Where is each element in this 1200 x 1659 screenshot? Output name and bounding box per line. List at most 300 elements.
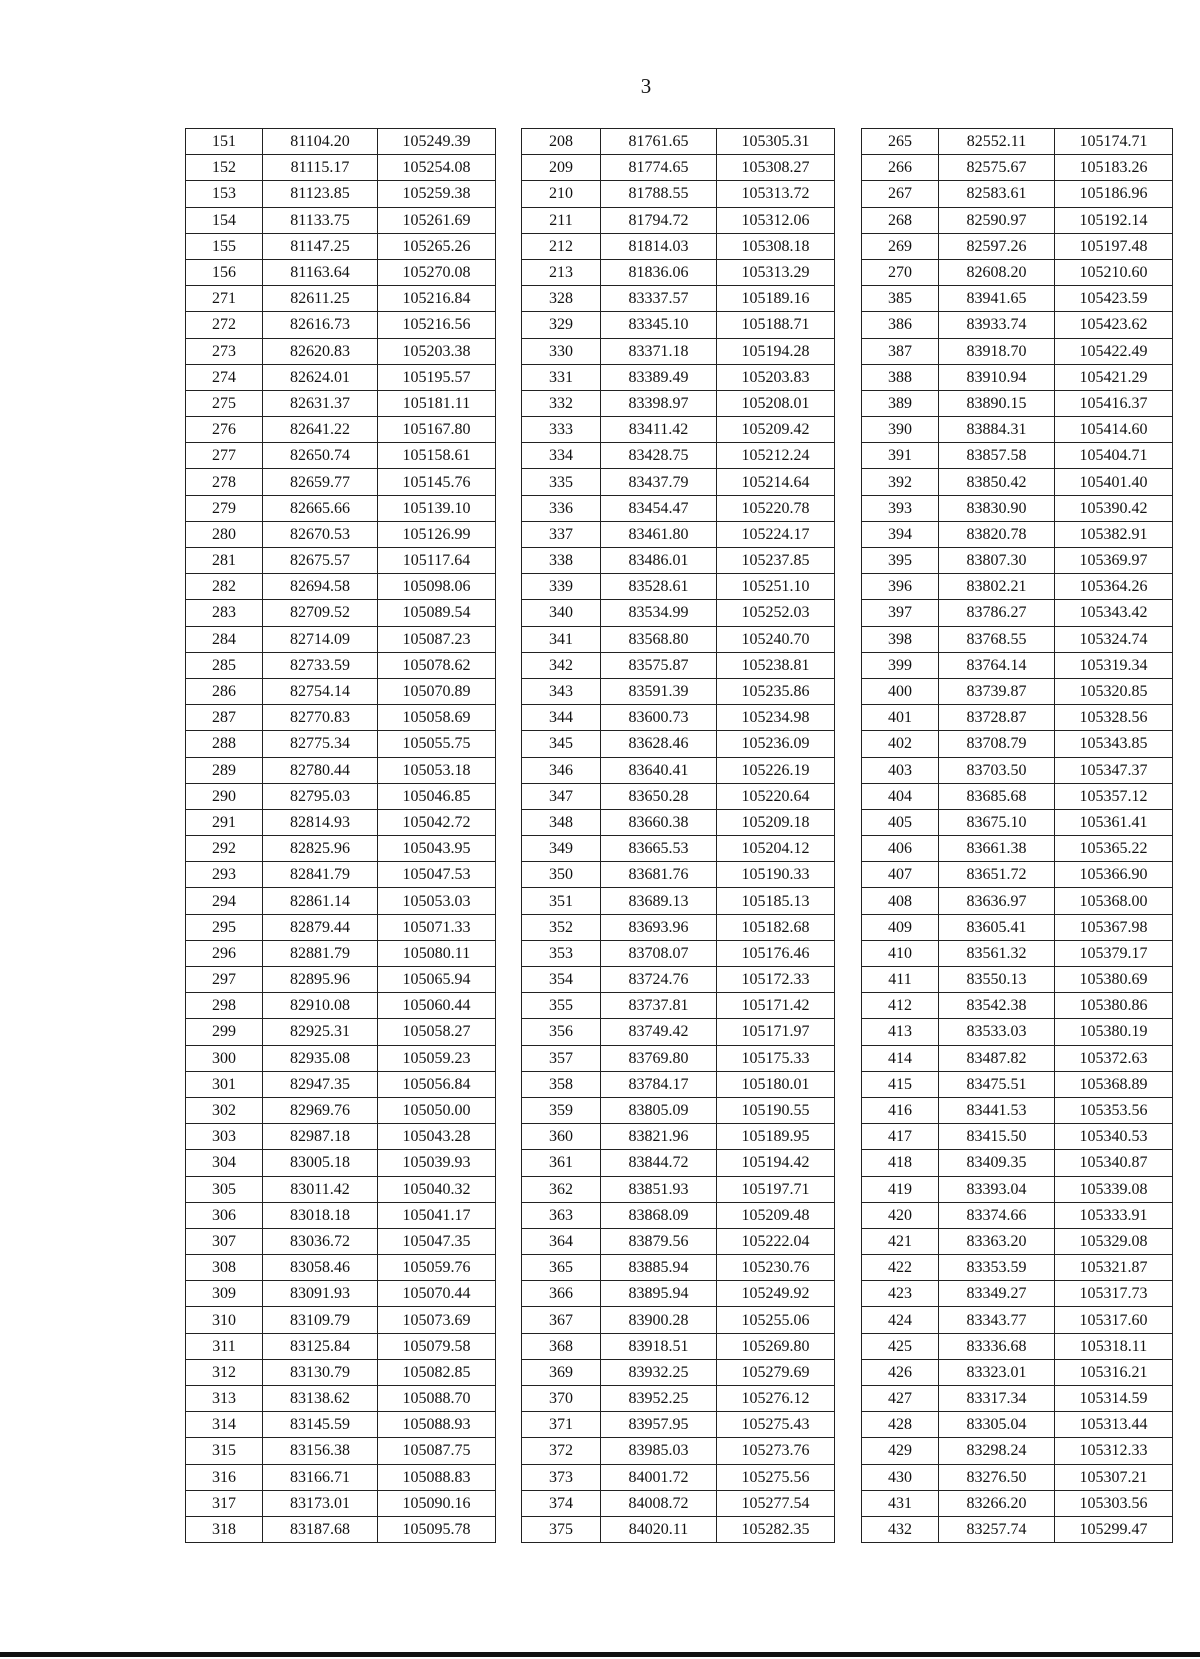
point-number-cell: 283 [186, 600, 263, 626]
table-row [522, 495, 835, 521]
table-row [186, 1438, 496, 1464]
table-row [522, 1255, 835, 1281]
point-number-cell: 151 [186, 129, 263, 155]
point-number-cell: 412 [862, 993, 939, 1019]
point-number-cell: 428 [862, 1412, 939, 1438]
table-row [522, 338, 835, 364]
x-coordinate-cell: 82590.97 [939, 207, 1055, 233]
y-coordinate-cell: 105214.64 [717, 469, 835, 495]
y-coordinate-cell: 105058.27 [378, 1019, 496, 1045]
point-number-cell: 386 [862, 312, 939, 338]
x-coordinate-cell: 82987.18 [263, 1124, 378, 1150]
y-coordinate-cell: 105230.76 [717, 1255, 835, 1281]
x-coordinate-cell: 83820.78 [939, 521, 1055, 547]
y-coordinate-cell: 105078.62 [378, 652, 496, 678]
point-number-cell: 432 [862, 1516, 939, 1542]
x-coordinate-cell: 82620.83 [263, 338, 378, 364]
point-number-cell: 419 [862, 1176, 939, 1202]
table-row [186, 1464, 496, 1490]
table-row [522, 809, 835, 835]
point-number-cell: 328 [522, 286, 601, 312]
x-coordinate-cell: 83591.39 [601, 678, 717, 704]
point-number-cell: 399 [862, 652, 939, 678]
table-row [522, 233, 835, 259]
y-coordinate-cell: 105180.01 [717, 1071, 835, 1097]
x-coordinate-cell: 83187.68 [263, 1516, 378, 1542]
point-number-cell: 331 [522, 364, 601, 390]
table-row [522, 731, 835, 757]
x-coordinate-cell: 83941.65 [939, 286, 1055, 312]
point-number-cell: 316 [186, 1464, 263, 1490]
point-number-cell: 337 [522, 521, 601, 547]
point-number-cell: 354 [522, 967, 601, 993]
point-number-cell: 429 [862, 1438, 939, 1464]
table-row [186, 181, 496, 207]
point-number-cell: 406 [862, 836, 939, 862]
x-coordinate-cell: 83542.38 [939, 993, 1055, 1019]
x-coordinate-cell: 83058.46 [263, 1255, 378, 1281]
point-number-cell: 211 [522, 207, 601, 233]
point-number-cell: 349 [522, 836, 601, 862]
point-number-cell: 425 [862, 1333, 939, 1359]
x-coordinate-cell: 83879.56 [601, 1228, 717, 1254]
point-number-cell: 420 [862, 1202, 939, 1228]
x-coordinate-cell: 82754.14 [263, 678, 378, 704]
x-coordinate-cell: 83650.28 [601, 783, 717, 809]
table-row [522, 1464, 835, 1490]
x-coordinate-cell: 83918.51 [601, 1333, 717, 1359]
table-row [522, 783, 835, 809]
point-number-cell: 306 [186, 1202, 263, 1228]
table-row [522, 888, 835, 914]
y-coordinate-cell: 105060.44 [378, 993, 496, 1019]
y-coordinate-cell: 105357.12 [1055, 783, 1173, 809]
y-coordinate-cell: 105275.43 [717, 1412, 835, 1438]
x-coordinate-cell: 82770.83 [263, 705, 378, 731]
y-coordinate-cell: 105088.70 [378, 1386, 496, 1412]
y-coordinate-cell: 105276.12 [717, 1386, 835, 1412]
x-coordinate-cell: 83109.79 [263, 1307, 378, 1333]
x-coordinate-cell: 81147.25 [263, 233, 378, 259]
point-number-cell: 409 [862, 914, 939, 940]
point-number-cell: 315 [186, 1438, 263, 1464]
point-number-cell: 291 [186, 809, 263, 835]
y-coordinate-cell: 105095.78 [378, 1516, 496, 1542]
x-coordinate-cell: 83575.87 [601, 652, 717, 678]
table-row [522, 1307, 835, 1333]
table-row [862, 967, 1173, 993]
y-coordinate-cell: 105321.87 [1055, 1255, 1173, 1281]
table-row [186, 1202, 496, 1228]
y-coordinate-cell: 105176.46 [717, 940, 835, 966]
x-coordinate-cell: 82780.44 [263, 757, 378, 783]
point-number-cell: 272 [186, 312, 263, 338]
table-row [522, 1386, 835, 1412]
table-row [522, 1071, 835, 1097]
table-row [862, 129, 1173, 155]
point-number-cell: 278 [186, 469, 263, 495]
point-number-cell: 340 [522, 600, 601, 626]
x-coordinate-cell: 83868.09 [601, 1202, 717, 1228]
x-coordinate-cell: 83363.20 [939, 1228, 1055, 1254]
y-coordinate-cell: 105194.28 [717, 338, 835, 364]
point-number-cell: 366 [522, 1281, 601, 1307]
table-row [862, 155, 1173, 181]
y-coordinate-cell: 105259.38 [378, 181, 496, 207]
point-number-cell: 355 [522, 993, 601, 1019]
table-row [186, 1255, 496, 1281]
point-number-cell: 367 [522, 1307, 601, 1333]
table-row [862, 862, 1173, 888]
point-number-cell: 275 [186, 390, 263, 416]
table-row [522, 705, 835, 731]
table-row [186, 495, 496, 521]
table-row [862, 836, 1173, 862]
table-row [522, 652, 835, 678]
table-row [862, 417, 1173, 443]
point-number-cell: 281 [186, 548, 263, 574]
table-row [522, 757, 835, 783]
x-coordinate-cell: 81774.65 [601, 155, 717, 181]
x-coordinate-cell: 83374.66 [939, 1202, 1055, 1228]
point-number-cell: 299 [186, 1019, 263, 1045]
x-coordinate-cell: 83398.97 [601, 390, 717, 416]
table-row [186, 390, 496, 416]
x-coordinate-cell: 82825.96 [263, 836, 378, 862]
y-coordinate-cell: 105209.42 [717, 417, 835, 443]
y-coordinate-cell: 105316.21 [1055, 1359, 1173, 1385]
x-coordinate-cell: 81794.72 [601, 207, 717, 233]
point-number-cell: 359 [522, 1097, 601, 1123]
point-number-cell: 430 [862, 1464, 939, 1490]
x-coordinate-cell: 83317.34 [939, 1386, 1055, 1412]
table-row [862, 1281, 1173, 1307]
x-coordinate-cell: 83528.61 [601, 574, 717, 600]
table-row [186, 600, 496, 626]
point-number-cell: 364 [522, 1228, 601, 1254]
table-row [186, 1516, 496, 1542]
x-coordinate-cell: 83533.03 [939, 1019, 1055, 1045]
point-number-cell: 350 [522, 862, 601, 888]
x-coordinate-cell: 83651.72 [939, 862, 1055, 888]
point-number-cell: 335 [522, 469, 601, 495]
y-coordinate-cell: 105183.26 [1055, 155, 1173, 181]
table-row [186, 548, 496, 574]
table-row [186, 757, 496, 783]
y-coordinate-cell: 105423.62 [1055, 312, 1173, 338]
table-row [186, 940, 496, 966]
y-coordinate-cell: 105308.18 [717, 233, 835, 259]
point-number-cell: 152 [186, 155, 263, 181]
point-number-cell: 334 [522, 443, 601, 469]
y-coordinate-cell: 105047.53 [378, 862, 496, 888]
y-coordinate-cell: 105208.01 [717, 390, 835, 416]
y-coordinate-cell: 105423.59 [1055, 286, 1173, 312]
x-coordinate-cell: 83266.20 [939, 1490, 1055, 1516]
table-row [862, 1228, 1173, 1254]
x-coordinate-cell: 83343.77 [939, 1307, 1055, 1333]
y-coordinate-cell: 105185.13 [717, 888, 835, 914]
table-row [522, 574, 835, 600]
y-coordinate-cell: 105299.47 [1055, 1516, 1173, 1542]
y-coordinate-cell: 105234.98 [717, 705, 835, 731]
table-row [522, 259, 835, 285]
y-coordinate-cell: 105279.69 [717, 1359, 835, 1385]
x-coordinate-cell: 83428.75 [601, 443, 717, 469]
x-coordinate-cell: 82650.74 [263, 443, 378, 469]
point-number-cell: 314 [186, 1412, 263, 1438]
point-number-cell: 431 [862, 1490, 939, 1516]
table-row [522, 364, 835, 390]
y-coordinate-cell: 105080.11 [378, 940, 496, 966]
point-number-cell: 301 [186, 1071, 263, 1097]
x-coordinate-cell: 83932.25 [601, 1359, 717, 1385]
y-coordinate-cell: 105182.68 [717, 914, 835, 940]
y-coordinate-cell: 105088.83 [378, 1464, 496, 1490]
table-row [862, 600, 1173, 626]
table-row [522, 443, 835, 469]
y-coordinate-cell: 105312.33 [1055, 1438, 1173, 1464]
table-row [522, 1124, 835, 1150]
y-coordinate-cell: 105056.84 [378, 1071, 496, 1097]
x-coordinate-cell: 82861.14 [263, 888, 378, 914]
point-number-cell: 392 [862, 469, 939, 495]
x-coordinate-cell: 83805.09 [601, 1097, 717, 1123]
x-coordinate-cell: 82925.31 [263, 1019, 378, 1045]
table-row [522, 1516, 835, 1542]
y-coordinate-cell: 105390.42 [1055, 495, 1173, 521]
point-number-cell: 312 [186, 1359, 263, 1385]
x-coordinate-cell: 83409.35 [939, 1150, 1055, 1176]
table-row [862, 1464, 1173, 1490]
x-coordinate-cell: 82611.25 [263, 286, 378, 312]
point-number-cell: 390 [862, 417, 939, 443]
x-coordinate-cell: 83411.42 [601, 417, 717, 443]
table-row [862, 1150, 1173, 1176]
x-coordinate-cell: 83036.72 [263, 1228, 378, 1254]
y-coordinate-cell: 105089.54 [378, 600, 496, 626]
point-number-cell: 154 [186, 207, 263, 233]
x-coordinate-cell: 83851.93 [601, 1176, 717, 1202]
y-coordinate-cell: 105204.12 [717, 836, 835, 862]
coordinate-table-2 [521, 128, 835, 1543]
y-coordinate-cell: 105319.34 [1055, 652, 1173, 678]
y-coordinate-cell: 105040.32 [378, 1176, 496, 1202]
y-coordinate-cell: 105249.92 [717, 1281, 835, 1307]
point-number-cell: 362 [522, 1176, 601, 1202]
point-number-cell: 395 [862, 548, 939, 574]
x-coordinate-cell: 82879.44 [263, 914, 378, 940]
point-number-cell: 416 [862, 1097, 939, 1123]
x-coordinate-cell: 81115.17 [263, 155, 378, 181]
y-coordinate-cell: 105252.03 [717, 600, 835, 626]
point-number-cell: 332 [522, 390, 601, 416]
table-row [862, 1307, 1173, 1333]
table-row [522, 1359, 835, 1385]
y-coordinate-cell: 105192.14 [1055, 207, 1173, 233]
table-row [522, 1333, 835, 1359]
x-coordinate-cell: 83768.55 [939, 626, 1055, 652]
x-coordinate-cell: 83353.59 [939, 1255, 1055, 1281]
x-coordinate-cell: 83257.74 [939, 1516, 1055, 1542]
y-coordinate-cell: 105313.29 [717, 259, 835, 285]
point-number-cell: 371 [522, 1412, 601, 1438]
table-row [522, 1019, 835, 1045]
table-row [186, 809, 496, 835]
y-coordinate-cell: 105043.95 [378, 836, 496, 862]
x-coordinate-cell: 82814.93 [263, 809, 378, 835]
x-coordinate-cell: 82552.11 [939, 129, 1055, 155]
table-row [862, 914, 1173, 940]
y-coordinate-cell: 105361.41 [1055, 809, 1173, 835]
y-coordinate-cell: 105222.04 [717, 1228, 835, 1254]
y-coordinate-cell: 105317.60 [1055, 1307, 1173, 1333]
y-coordinate-cell: 105324.74 [1055, 626, 1173, 652]
point-number-cell: 348 [522, 809, 601, 835]
y-coordinate-cell: 105190.55 [717, 1097, 835, 1123]
y-coordinate-cell: 105059.76 [378, 1255, 496, 1281]
y-coordinate-cell: 105275.56 [717, 1464, 835, 1490]
y-coordinate-cell: 105414.60 [1055, 417, 1173, 443]
table-row [186, 286, 496, 312]
x-coordinate-cell: 83821.96 [601, 1124, 717, 1150]
point-number-cell: 343 [522, 678, 601, 704]
y-coordinate-cell: 105167.80 [378, 417, 496, 443]
table-row [522, 207, 835, 233]
table-row [186, 1386, 496, 1412]
y-coordinate-cell: 105368.00 [1055, 888, 1173, 914]
y-coordinate-cell: 105282.35 [717, 1516, 835, 1542]
point-number-cell: 344 [522, 705, 601, 731]
x-coordinate-cell: 83661.38 [939, 836, 1055, 862]
y-coordinate-cell: 105073.69 [378, 1307, 496, 1333]
table-row [186, 1228, 496, 1254]
x-coordinate-cell: 82947.35 [263, 1071, 378, 1097]
y-coordinate-cell: 105043.28 [378, 1124, 496, 1150]
y-coordinate-cell: 105065.94 [378, 967, 496, 993]
y-coordinate-cell: 105339.08 [1055, 1176, 1173, 1202]
table-row [186, 783, 496, 809]
table-row [522, 312, 835, 338]
table-row [186, 1490, 496, 1516]
point-number-cell: 318 [186, 1516, 263, 1542]
x-coordinate-cell: 83393.04 [939, 1176, 1055, 1202]
y-coordinate-cell: 105353.56 [1055, 1097, 1173, 1123]
x-coordinate-cell: 83693.96 [601, 914, 717, 940]
point-number-cell: 413 [862, 1019, 939, 1045]
point-number-cell: 422 [862, 1255, 939, 1281]
table-row [522, 1045, 835, 1071]
point-number-cell: 336 [522, 495, 601, 521]
x-coordinate-cell: 83802.21 [939, 574, 1055, 600]
table-row [862, 233, 1173, 259]
x-coordinate-cell: 82881.79 [263, 940, 378, 966]
y-coordinate-cell: 105203.38 [378, 338, 496, 364]
x-coordinate-cell: 82597.26 [939, 233, 1055, 259]
table-row [862, 443, 1173, 469]
point-number-cell: 317 [186, 1490, 263, 1516]
point-number-cell: 372 [522, 1438, 601, 1464]
x-coordinate-cell: 83125.84 [263, 1333, 378, 1359]
y-coordinate-cell: 105090.16 [378, 1490, 496, 1516]
table-row [862, 678, 1173, 704]
x-coordinate-cell: 82641.22 [263, 417, 378, 443]
y-coordinate-cell: 105303.56 [1055, 1490, 1173, 1516]
y-coordinate-cell: 105145.76 [378, 469, 496, 495]
table-row [186, 1176, 496, 1202]
x-coordinate-cell: 83640.41 [601, 757, 717, 783]
y-coordinate-cell: 105171.42 [717, 993, 835, 1019]
x-coordinate-cell: 83708.79 [939, 731, 1055, 757]
y-coordinate-cell: 105340.87 [1055, 1150, 1173, 1176]
x-coordinate-cell: 83850.42 [939, 469, 1055, 495]
table-row [186, 417, 496, 443]
y-coordinate-cell: 105255.06 [717, 1307, 835, 1333]
x-coordinate-cell: 83724.76 [601, 967, 717, 993]
x-coordinate-cell: 83918.70 [939, 338, 1055, 364]
table-row [522, 967, 835, 993]
point-number-cell: 287 [186, 705, 263, 731]
page-number: 3 [640, 74, 652, 98]
x-coordinate-cell: 82608.20 [939, 259, 1055, 285]
y-coordinate-cell: 105186.96 [1055, 181, 1173, 207]
point-number-cell: 394 [862, 521, 939, 547]
x-coordinate-cell: 82675.57 [263, 548, 378, 574]
point-number-cell: 300 [186, 1045, 263, 1071]
x-coordinate-cell: 81163.64 [263, 259, 378, 285]
table-row [862, 888, 1173, 914]
y-coordinate-cell: 105320.85 [1055, 678, 1173, 704]
table-row [522, 993, 835, 1019]
y-coordinate-cell: 105261.69 [378, 207, 496, 233]
point-number-cell: 387 [862, 338, 939, 364]
y-coordinate-cell: 105333.91 [1055, 1202, 1173, 1228]
y-coordinate-cell: 105071.33 [378, 914, 496, 940]
y-coordinate-cell: 105079.58 [378, 1333, 496, 1359]
table-row [186, 233, 496, 259]
point-number-cell: 418 [862, 1150, 939, 1176]
point-number-cell: 356 [522, 1019, 601, 1045]
point-number-cell: 279 [186, 495, 263, 521]
point-number-cell: 290 [186, 783, 263, 809]
table-row [862, 1438, 1173, 1464]
point-number-cell: 405 [862, 809, 939, 835]
point-number-cell: 373 [522, 1464, 601, 1490]
x-coordinate-cell: 82670.53 [263, 521, 378, 547]
point-number-cell: 303 [186, 1124, 263, 1150]
point-number-cell: 277 [186, 443, 263, 469]
table-row [522, 181, 835, 207]
x-coordinate-cell: 83336.68 [939, 1333, 1055, 1359]
table-row [522, 940, 835, 966]
table-row [522, 417, 835, 443]
y-coordinate-cell: 105314.59 [1055, 1386, 1173, 1412]
table-row [186, 443, 496, 469]
x-coordinate-cell: 82795.03 [263, 783, 378, 809]
x-coordinate-cell: 83605.41 [939, 914, 1055, 940]
y-coordinate-cell: 105329.08 [1055, 1228, 1173, 1254]
table-row [862, 1412, 1173, 1438]
point-number-cell: 212 [522, 233, 601, 259]
table-row [522, 836, 835, 862]
table-row [862, 338, 1173, 364]
table-row [522, 521, 835, 547]
x-coordinate-cell: 83437.79 [601, 469, 717, 495]
y-coordinate-cell: 105087.23 [378, 626, 496, 652]
x-coordinate-cell: 83703.50 [939, 757, 1055, 783]
y-coordinate-cell: 105174.71 [1055, 129, 1173, 155]
x-coordinate-cell: 81814.03 [601, 233, 717, 259]
